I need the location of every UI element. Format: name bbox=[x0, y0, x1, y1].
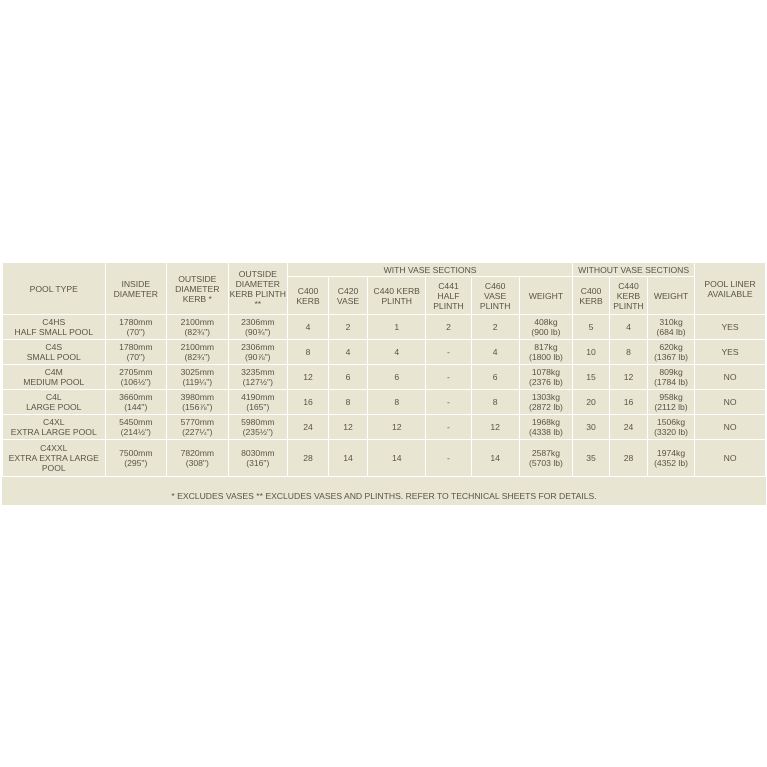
cell-pool-liner-text: NO bbox=[723, 453, 737, 463]
table-row bbox=[3, 415, 766, 440]
cell-outside-kerb-plinth bbox=[228, 390, 287, 415]
cell-wo-c440-kerb-plinth-text: 24 bbox=[623, 422, 634, 432]
cell-pool-liner-text: YES bbox=[721, 347, 739, 357]
table-row bbox=[3, 315, 766, 340]
pool-spec-sheet bbox=[2, 262, 766, 505]
cell-wo-weight bbox=[647, 315, 694, 340]
cell-c441-half-plinth-text: - bbox=[447, 347, 450, 357]
col-header-c440-kerb-plinth: C440 KERB PLINTH bbox=[368, 277, 426, 315]
cell-pool-type-text: C4XXL bbox=[40, 443, 68, 453]
cell-c460-vase-plinth-text: 4 bbox=[492, 347, 498, 357]
footnote: * EXCLUDES VASES ** EXCLUDES VASES AND PLINTHS. REFER TO TECHNICAL SHEETS FOR DETAILS. bbox=[171, 491, 597, 501]
cell-c400-kerb bbox=[288, 415, 329, 440]
cell-wo-c400-kerb bbox=[573, 340, 610, 365]
cell-c460-vase-plinth-text: 6 bbox=[492, 372, 498, 382]
cell-outside-kerb-plinth-text: 2306mm bbox=[241, 317, 275, 327]
cell-outside-kerb bbox=[167, 415, 229, 440]
cell-wo-weight-text: (684 lb) bbox=[656, 327, 686, 337]
cell-inside-diameter-text: (144") bbox=[124, 402, 148, 412]
cell-inside-diameter-text: 1780mm bbox=[119, 317, 153, 327]
cell-c440-kerb-plinth-text: 12 bbox=[391, 422, 402, 432]
cell-wo-c440-kerb-plinth-text: 16 bbox=[623, 397, 634, 407]
cell-c441-half-plinth bbox=[426, 365, 471, 390]
col-header-outside-kerb: OUTSIDE DIAMETER KERB * bbox=[167, 263, 229, 315]
cell-c400-kerb-text: 24 bbox=[303, 422, 313, 432]
cell-pool-type-text: C4XL bbox=[43, 417, 65, 427]
col-header-pool-liner: POOL LINER AVAILABLE bbox=[695, 263, 766, 315]
cell-inside-diameter-text: (295") bbox=[124, 458, 148, 468]
cell-c440-kerb-plinth-text: 8 bbox=[394, 397, 400, 407]
cell-weight bbox=[519, 315, 572, 340]
cell-pool-liner bbox=[695, 390, 766, 415]
cell-pool-type-text: SMALL POOL bbox=[26, 352, 81, 362]
cell-inside-diameter-text: (214½") bbox=[120, 427, 151, 437]
cell-wo-c400-kerb bbox=[573, 365, 610, 390]
cell-c420-vase-text: 14 bbox=[343, 453, 353, 463]
cell-outside-kerb-plinth bbox=[228, 340, 287, 365]
cell-pool-liner bbox=[695, 340, 766, 365]
cell-c440-kerb-plinth bbox=[368, 390, 426, 415]
cell-weight-text: (1800 lb) bbox=[528, 352, 563, 362]
cell-pool-type-text: C4M bbox=[44, 367, 63, 377]
cell-inside-diameter-text: 2705mm bbox=[119, 367, 153, 377]
cell-wo-c400-kerb bbox=[573, 390, 610, 415]
cell-outside-kerb-plinth-text: (235½") bbox=[242, 427, 273, 437]
cell-c440-kerb-plinth bbox=[368, 440, 426, 477]
cell-c440-kerb-plinth bbox=[368, 340, 426, 365]
cell-wo-c400-kerb bbox=[573, 315, 610, 340]
cell-outside-kerb-text: 5770mm bbox=[180, 417, 215, 427]
cell-pool-type bbox=[3, 315, 106, 340]
cell-inside-diameter bbox=[105, 340, 167, 365]
col-header-weight: WEIGHT bbox=[519, 277, 572, 315]
cell-c420-vase bbox=[329, 415, 368, 440]
cell-pool-type-text: C4L bbox=[45, 392, 62, 402]
cell-outside-kerb-text: 3980mm bbox=[180, 392, 215, 402]
cell-wo-weight bbox=[647, 340, 694, 365]
col-header-c441-half-plinth: C441 HALF PLINTH bbox=[426, 277, 471, 315]
cell-inside-diameter-text: 3660mm bbox=[119, 392, 153, 402]
cell-outside-kerb-plinth-text: (90⅞") bbox=[245, 352, 271, 362]
cell-inside-diameter bbox=[105, 390, 167, 415]
cell-c460-vase-plinth bbox=[471, 390, 519, 415]
cell-c460-vase-plinth-text: 14 bbox=[490, 453, 500, 463]
cell-outside-kerb-text: 3025mm bbox=[180, 367, 215, 377]
cell-outside-kerb-plinth-text: (90¾") bbox=[245, 327, 271, 337]
cell-c460-vase-plinth bbox=[471, 365, 519, 390]
cell-c441-half-plinth bbox=[426, 415, 471, 440]
cell-outside-kerb-plinth bbox=[228, 365, 287, 390]
cell-c420-vase bbox=[329, 340, 368, 365]
cell-pool-liner-text: NO bbox=[723, 422, 737, 432]
cell-c400-kerb-text: 16 bbox=[303, 397, 313, 407]
cell-wo-c440-kerb-plinth bbox=[610, 365, 648, 390]
cell-c400-kerb-text: 12 bbox=[303, 372, 313, 382]
cell-outside-kerb-plinth-text: 8030mm bbox=[241, 448, 275, 458]
cell-inside-diameter-text: (106½") bbox=[120, 377, 151, 387]
cell-weight-text: 817kg bbox=[534, 342, 558, 352]
cell-outside-kerb-plinth-text: (165") bbox=[246, 402, 270, 412]
cell-c400-kerb bbox=[288, 365, 329, 390]
col-header-c420-vase: C420 VASE bbox=[329, 277, 368, 315]
cell-outside-kerb bbox=[167, 390, 229, 415]
cell-pool-liner bbox=[695, 365, 766, 390]
cell-wo-weight-text: (4352 lb) bbox=[654, 458, 688, 468]
cell-outside-kerb-text: (82¾") bbox=[184, 352, 211, 362]
cell-c441-half-plinth bbox=[426, 340, 471, 365]
cell-inside-diameter-text: 5450mm bbox=[119, 417, 153, 427]
cell-outside-kerb-text: 2100mm bbox=[180, 342, 215, 352]
cell-c420-vase-text: 4 bbox=[345, 347, 351, 357]
cell-c441-half-plinth bbox=[426, 315, 471, 340]
cell-c400-kerb bbox=[288, 390, 329, 415]
cell-outside-kerb-plinth-text: (127½") bbox=[242, 377, 273, 387]
table-row bbox=[3, 365, 766, 390]
cell-outside-kerb-plinth bbox=[228, 415, 287, 440]
cell-outside-kerb-text: 2100mm bbox=[180, 317, 215, 327]
cell-inside-diameter bbox=[105, 415, 167, 440]
cell-wo-weight-text: 310kg bbox=[659, 317, 683, 327]
cell-weight-text: 1968kg bbox=[531, 417, 561, 427]
cell-c441-half-plinth-text: - bbox=[447, 372, 450, 382]
cell-weight bbox=[519, 415, 572, 440]
cell-c441-half-plinth-text: - bbox=[447, 453, 450, 463]
cell-weight bbox=[519, 440, 572, 477]
cell-c400-kerb-text: 8 bbox=[305, 347, 311, 357]
cell-wo-c400-kerb-text: 15 bbox=[586, 372, 596, 382]
cell-outside-kerb bbox=[167, 315, 229, 340]
cell-outside-kerb-plinth-text: (316") bbox=[246, 458, 270, 468]
cell-inside-diameter bbox=[105, 365, 167, 390]
cell-pool-liner-text: NO bbox=[723, 372, 737, 382]
cell-c460-vase-plinth bbox=[471, 415, 519, 440]
cell-c441-half-plinth-text: 2 bbox=[446, 322, 451, 332]
cell-pool-type bbox=[3, 390, 106, 415]
cell-outside-kerb-text: (156⅞") bbox=[182, 402, 213, 412]
cell-pool-type bbox=[3, 365, 106, 390]
cell-c400-kerb bbox=[288, 315, 329, 340]
cell-pool-type-text: MEDIUM POOL bbox=[23, 377, 85, 387]
cell-outside-kerb-text: (227¼") bbox=[182, 427, 213, 437]
cell-weight bbox=[519, 390, 572, 415]
cell-weight bbox=[519, 340, 572, 365]
cell-wo-weight bbox=[647, 365, 694, 390]
cell-weight-text: 2587kg bbox=[531, 448, 561, 458]
cell-wo-weight-text: (1784 lb) bbox=[654, 377, 688, 387]
cell-c400-kerb-text: 4 bbox=[305, 322, 311, 332]
cell-wo-c440-kerb-plinth-text: 28 bbox=[623, 453, 634, 463]
cell-outside-kerb-text: (119¼") bbox=[182, 377, 213, 387]
cell-c400-kerb bbox=[288, 340, 329, 365]
cell-weight-text: 1078kg bbox=[531, 367, 561, 377]
cell-pool-liner bbox=[695, 415, 766, 440]
cell-wo-weight-text: (3320 lb) bbox=[654, 427, 688, 437]
cell-wo-c440-kerb-plinth-text: 8 bbox=[626, 347, 631, 357]
cell-pool-type-text: LARGE POOL bbox=[26, 402, 82, 412]
cell-inside-diameter-text: (70") bbox=[126, 352, 145, 362]
cell-wo-c440-kerb-plinth-text: 4 bbox=[626, 322, 631, 332]
cell-wo-c440-kerb-plinth bbox=[610, 390, 648, 415]
cell-wo-c400-kerb-text: 20 bbox=[586, 397, 596, 407]
cell-c440-kerb-plinth bbox=[368, 365, 426, 390]
cell-c460-vase-plinth-text: 8 bbox=[492, 397, 498, 407]
group-header-with-vase: WITH VASE SECTIONS bbox=[288, 263, 573, 277]
cell-outside-kerb bbox=[167, 340, 229, 365]
group-header-without-vase: WITHOUT VASE SECTIONS bbox=[573, 263, 695, 277]
cell-pool-type-text: EXTRA LARGE POOL bbox=[10, 427, 97, 437]
cell-c441-half-plinth bbox=[426, 390, 471, 415]
cell-c460-vase-plinth-text: 2 bbox=[492, 322, 498, 332]
cell-c440-kerb-plinth-text: 6 bbox=[394, 372, 400, 382]
cell-wo-c440-kerb-plinth-text: 12 bbox=[623, 372, 634, 382]
cell-inside-diameter-text: (70") bbox=[126, 327, 145, 337]
cell-wo-c440-kerb-plinth bbox=[610, 415, 648, 440]
cell-pool-liner-text: YES bbox=[721, 322, 739, 332]
cell-pool-type bbox=[3, 440, 106, 477]
cell-weight-text: (2376 lb) bbox=[528, 377, 563, 387]
cell-c420-vase bbox=[329, 390, 368, 415]
cell-c440-kerb-plinth bbox=[368, 415, 426, 440]
cell-c440-kerb-plinth bbox=[368, 315, 426, 340]
cell-pool-type-text: HALF SMALL POOL bbox=[14, 327, 94, 337]
col-header-c460-vase-plinth: C460 VASE PLINTH bbox=[471, 277, 519, 315]
cell-wo-weight-text: 1974kg bbox=[656, 448, 686, 458]
cell-outside-kerb bbox=[167, 365, 229, 390]
cell-wo-c400-kerb-text: 35 bbox=[586, 453, 596, 463]
cell-outside-kerb-plinth-text: 3235mm bbox=[241, 367, 275, 377]
cell-inside-diameter bbox=[105, 315, 167, 340]
col-header-wo-weight: WEIGHT bbox=[647, 277, 694, 315]
cell-weight-text: (900 lb) bbox=[531, 327, 561, 337]
cell-c440-kerb-plinth-text: 4 bbox=[394, 347, 400, 357]
cell-inside-diameter bbox=[105, 440, 167, 477]
cell-c460-vase-plinth bbox=[471, 340, 519, 365]
pool-spec-table bbox=[2, 262, 766, 477]
cell-c400-kerb bbox=[288, 440, 329, 477]
cell-outside-kerb-plinth bbox=[228, 315, 287, 340]
table-row bbox=[3, 440, 766, 477]
cell-wo-weight-text: 1506kg bbox=[656, 417, 686, 427]
cell-weight bbox=[519, 365, 572, 390]
cell-wo-weight-text: (2112 lb) bbox=[654, 402, 688, 412]
table-row bbox=[3, 340, 766, 365]
cell-weight-text: (2872 lb) bbox=[528, 402, 563, 412]
cell-c420-vase bbox=[329, 315, 368, 340]
cell-c420-vase-text: 8 bbox=[345, 397, 351, 407]
table-row bbox=[3, 390, 766, 415]
cell-pool-type-text: EXTRA EXTRA LARGE POOL bbox=[8, 453, 99, 473]
cell-outside-kerb-plinth-text: 4190mm bbox=[241, 392, 275, 402]
cell-pool-type-text: C4S bbox=[45, 342, 63, 352]
cell-inside-diameter-text: 7500mm bbox=[119, 448, 153, 458]
cell-c441-half-plinth-text: - bbox=[447, 397, 450, 407]
cell-wo-c400-kerb-text: 30 bbox=[586, 422, 596, 432]
col-header-inside-diameter: INSIDE DIAMETER bbox=[105, 263, 167, 315]
cell-weight-text: 1303kg bbox=[531, 392, 561, 402]
cell-outside-kerb-text: (82¾") bbox=[184, 327, 211, 337]
cell-pool-type bbox=[3, 415, 106, 440]
cell-outside-kerb-plinth-text: 2306mm bbox=[241, 342, 275, 352]
cell-wo-weight bbox=[647, 440, 694, 477]
cell-outside-kerb-text: (308") bbox=[185, 458, 209, 468]
cell-outside-kerb bbox=[167, 440, 229, 477]
cell-wo-c400-kerb bbox=[573, 440, 610, 477]
cell-pool-liner bbox=[695, 440, 766, 477]
cell-wo-c440-kerb-plinth bbox=[610, 440, 648, 477]
cell-c420-vase bbox=[329, 440, 368, 477]
cell-pool-type-text: C4HS bbox=[42, 317, 66, 327]
cell-c420-vase-text: 6 bbox=[345, 372, 351, 382]
col-header-wo-c400-kerb: C400 KERB bbox=[573, 277, 610, 315]
cell-c420-vase bbox=[329, 365, 368, 390]
cell-wo-c440-kerb-plinth bbox=[610, 315, 648, 340]
cell-c460-vase-plinth bbox=[471, 440, 519, 477]
cell-pool-type bbox=[3, 340, 106, 365]
cell-pool-liner-text: NO bbox=[723, 397, 737, 407]
col-header-pool-type: POOL TYPE bbox=[3, 263, 106, 315]
cell-c420-vase-text: 2 bbox=[345, 322, 351, 332]
col-header-c400-kerb: C400 KERB bbox=[288, 277, 329, 315]
cell-wo-weight-text: 958kg bbox=[659, 392, 683, 402]
cell-pool-liner bbox=[695, 315, 766, 340]
cell-c400-kerb-text: 28 bbox=[303, 453, 313, 463]
cell-wo-weight-text: 809kg bbox=[659, 367, 683, 377]
cell-c440-kerb-plinth-text: 14 bbox=[391, 453, 402, 463]
cell-wo-c400-kerb bbox=[573, 415, 610, 440]
cell-wo-c400-kerb-text: 10 bbox=[586, 347, 596, 357]
cell-c440-kerb-plinth-text: 1 bbox=[394, 322, 400, 332]
cell-inside-diameter-text: 1780mm bbox=[119, 342, 153, 352]
cell-wo-weight bbox=[647, 390, 694, 415]
cell-c420-vase-text: 12 bbox=[343, 422, 353, 432]
cell-weight-text: (5703 lb) bbox=[528, 458, 563, 468]
col-header-wo-c440-kerb-plinth: C440 KERB PLINTH bbox=[610, 277, 648, 315]
cell-outside-kerb-plinth bbox=[228, 440, 287, 477]
cell-wo-weight-text: 620kg bbox=[659, 342, 683, 352]
cell-wo-c400-kerb-text: 5 bbox=[588, 322, 594, 332]
col-header-outside-kerb-plinth: OUTSIDE DIAMETER KERB PLINTH ** bbox=[228, 263, 287, 315]
cell-outside-kerb-text: 7820mm bbox=[180, 448, 215, 458]
cell-wo-weight bbox=[647, 415, 694, 440]
cell-weight-text: 408kg bbox=[534, 317, 558, 327]
cell-outside-kerb-plinth-text: 5980mm bbox=[241, 417, 275, 427]
cell-c441-half-plinth bbox=[426, 440, 471, 477]
cell-wo-weight-text: (1367 lb) bbox=[654, 352, 688, 362]
cell-wo-c440-kerb-plinth bbox=[610, 340, 648, 365]
cell-weight-text: (4338 lb) bbox=[528, 427, 563, 437]
cell-c460-vase-plinth-text: 12 bbox=[490, 422, 500, 432]
cell-c441-half-plinth-text: - bbox=[447, 422, 450, 432]
cell-c460-vase-plinth bbox=[471, 315, 519, 340]
